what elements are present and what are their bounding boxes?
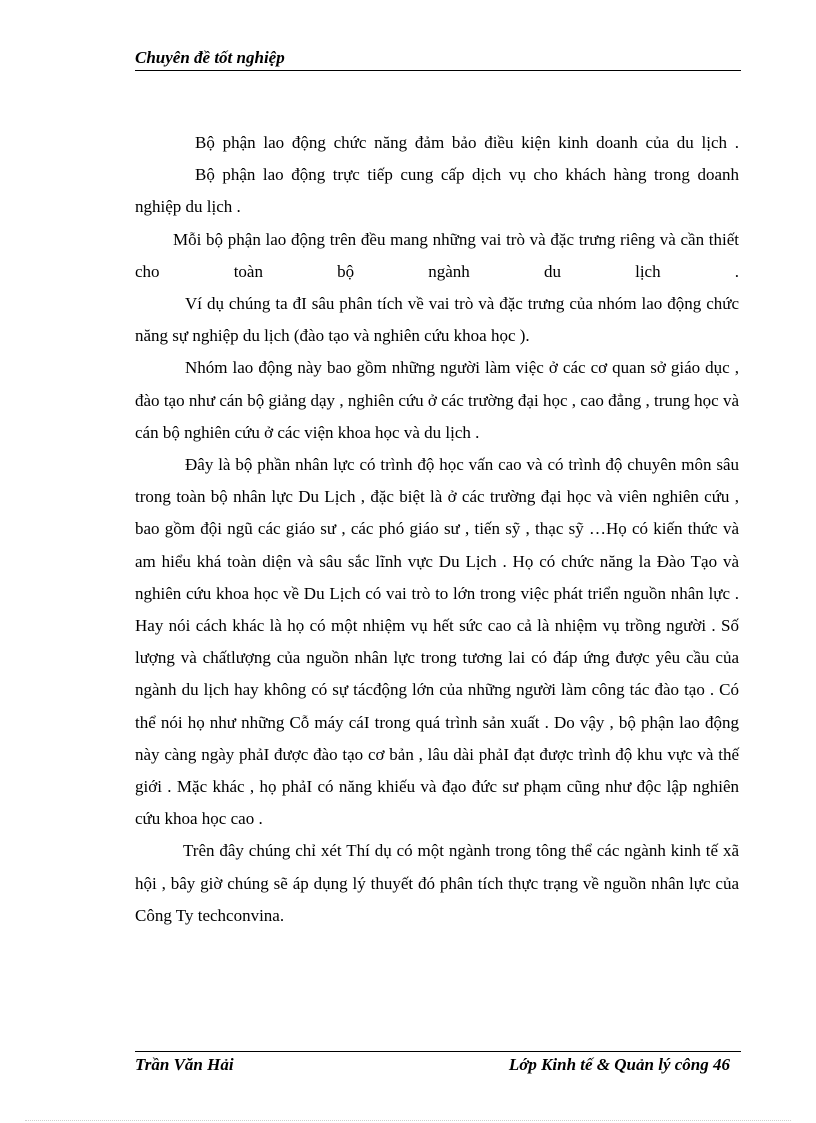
paragraph-3: Mỗi bộ phận lao động trên đều mang những vai trò và đặc trưng riêng và cần thiết cho toàn bộ ngành du lịch .	[135, 229, 739, 281]
paragraph-7: Trên đây chúng chỉ xét Thí dụ có một ngành trong tông thể các ngành kinh tế xã hội , bây giờ chúng sẽ áp dụng lý thuyết đó phân tích thực trạng về nguồn nhân lực của Công Ty techconvina.	[135, 841, 739, 925]
page-edge	[25, 1120, 791, 1121]
footer-class: Lớp Kinh tế & Quản lý công 46	[508, 1055, 730, 1074]
header-divider	[135, 70, 741, 71]
footer-author: Trần Văn Hải	[135, 1055, 234, 1074]
paragraph-1: Bộ phận lao động chức năng đảm bảo điều kiện kinh doanh của du lịch .	[195, 133, 739, 152]
paragraph-5: Nhóm lao động này bao gồm những người làm việc ở các cơ quan sở giáo dục , đào tạo như cán bộ giảng dạy , nghiên cứu ở các trường đại học , cao đẳng , trung học và cán bộ nghiên cứu ở các viện khoa học và du lịch .	[135, 358, 739, 442]
header-title: Chuyên đề tốt nghiệp	[135, 48, 285, 67]
paragraph-6: Đây là bộ phần nhân lực có trình độ học vấn cao và có trình độ chuyên môn sâu trong toàn bộ nhân lực Du Lịch , đặc biệt là ở các trường đại học và viên nghiên cứu , bao gồm đội ngũ các giáo sư , các phó giáo sư , tiến sỹ , thạc sỹ …Họ có kiến thức và am hiểu khá toàn diện và sâu sắc lĩnh vực Du Lịch . Họ có chức năng la Đào Tạo và nghiên cứu khoa học về Du Lịch có vai trò to lớn trong việc phát triển nguồn nhân lực . Hay nói cách khác là họ có một nhiệm vụ hết sức cao cả là nhiệm vụ trồng người . Số lượng và chấtlượng của nguồn nhân lực trong tương lai có đáp ứng được yêu cầu của ngành du lịch hay không có sự tácđộng lớn của những người làm công tác đào tạo . Có thể nói họ như những Cỗ máy cáI trong quá trình sản xuất . Do vậy , bộ phận lao động này càng ngày phảI được đào tạo cơ bản , lâu dài phảI đạt được trình độ khu vực và thế giới . Mặc khác , họ phảI có năng khiếu và đạo đức sư phạm cũng như độc lập nghiên cứu khoa học cao .	[135, 455, 739, 829]
paragraph-4: Ví dụ chúng ta đI sâu phân tích về vai trò và đặc trưng của nhóm lao động chức năng sự nghiệp du lịch (đào tạo và nghiên cứu khoa học ).	[135, 294, 739, 346]
footer-divider	[135, 1051, 741, 1052]
paragraph-2: Bộ phận lao động trực tiếp cung cấp dịch vụ cho khách hàng trong doanh nghiệp du lịch .	[135, 165, 739, 217]
document-body	[135, 127, 739, 932]
